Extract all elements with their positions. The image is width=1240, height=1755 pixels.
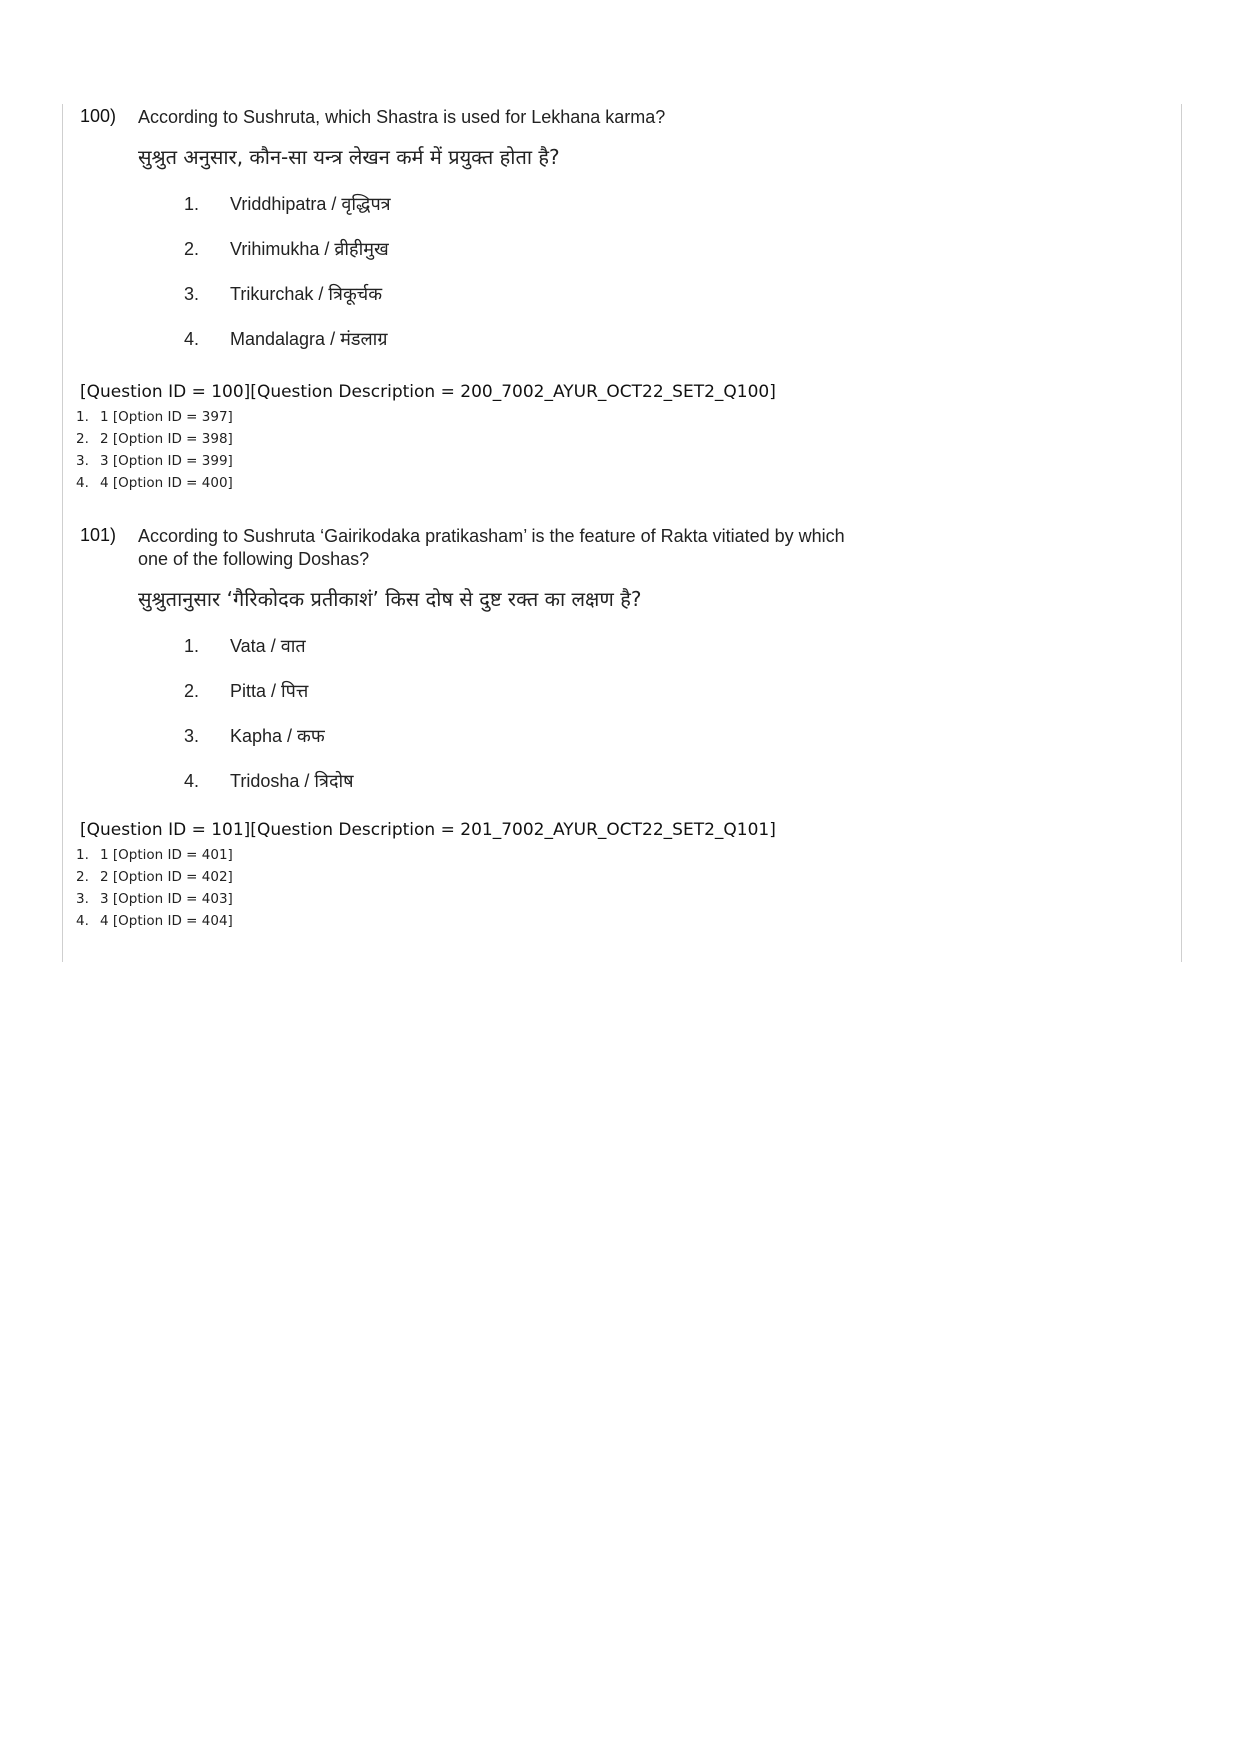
question-id-description: [Question ID = 101][Question Description = 201_7002_AYUR_OCT22_SET2_Q101] xyxy=(80,820,776,840)
option-number: 3. xyxy=(184,726,200,746)
question-number: 101) xyxy=(80,525,117,545)
option-number: 4. xyxy=(184,771,200,791)
answer-option xyxy=(80,669,1170,714)
answer-option xyxy=(80,272,1170,317)
option-id-text: 3 [Option ID = 403] xyxy=(100,891,233,907)
option-number: 4. xyxy=(184,329,200,349)
question-100 xyxy=(80,106,1170,362)
answer-options xyxy=(80,624,1170,804)
option-text: Vata / वात xyxy=(230,636,306,656)
option-id-text: 2 [Option ID = 402] xyxy=(100,869,233,885)
option-id-index: 4. xyxy=(76,913,89,929)
option-id-item xyxy=(76,450,1170,472)
question-text-english: According to Sushruta ‘Gairikodaka pratikasham’ is the feature of Rakta vitiated by which one of the following Doshas? xyxy=(138,526,845,569)
option-id-index: 1. xyxy=(76,847,89,863)
option-id-item xyxy=(76,866,1170,888)
option-id-index: 2. xyxy=(76,431,89,447)
option-id-index: 3. xyxy=(76,891,89,907)
option-text: Trikurchak / त्रिकूर्चक xyxy=(230,284,383,304)
question-number: 100) xyxy=(80,106,117,126)
option-id-item xyxy=(76,406,1170,428)
question-metadata-100 xyxy=(76,380,1170,494)
question-text-hindi: सुश्रुत अनुसार, कौन-सा यन्त्र लेखन कर्म में प्रयुक्त होता है? xyxy=(138,145,560,169)
option-id-text: 4 [Option ID = 404] xyxy=(100,913,233,929)
option-id-index: 3. xyxy=(76,453,89,469)
answer-option xyxy=(80,227,1170,272)
question-metadata-101 xyxy=(76,818,1170,932)
option-text: Kapha / कफ xyxy=(230,726,325,746)
question-text-hindi: सुश्रुतानुसार ‘गैरिकोदक प्रतीकाशं’ किस दोष से दुष्ट रक्त का लक्षण है? xyxy=(138,587,642,611)
answer-option xyxy=(80,317,1170,362)
option-number: 1. xyxy=(184,636,200,656)
option-text: Pitta / पित्त xyxy=(230,681,309,701)
answer-option xyxy=(80,714,1170,759)
option-id-text: 1 [Option ID = 397] xyxy=(100,409,233,425)
answer-options xyxy=(80,182,1170,362)
option-id-item xyxy=(76,888,1170,910)
option-id-text: 1 [Option ID = 401] xyxy=(100,847,233,863)
option-text: Mandalagra / मंडलाग्र xyxy=(230,329,388,349)
option-text: Vriddhipatra / वृद्धिपत्र xyxy=(230,194,391,214)
option-id-list xyxy=(76,406,1170,494)
option-id-index: 2. xyxy=(76,869,89,885)
option-text: Vrihimukha / व्रीहीमुख xyxy=(230,239,389,259)
option-id-text: 3 [Option ID = 399] xyxy=(100,453,233,469)
option-id-item xyxy=(76,428,1170,450)
option-id-index: 1. xyxy=(76,409,89,425)
option-id-text: 4 [Option ID = 400] xyxy=(100,475,233,491)
question-header xyxy=(80,106,1170,129)
question-text-english: According to Sushruta, which Shastra is used for Lekhana karma? xyxy=(138,107,666,127)
option-id-item xyxy=(76,844,1170,866)
option-number: 2. xyxy=(184,681,200,701)
option-id-text: 2 [Option ID = 398] xyxy=(100,431,233,447)
question-101 xyxy=(80,525,1170,804)
option-id-item xyxy=(76,910,1170,932)
option-id-index: 4. xyxy=(76,475,89,491)
option-text: Tridosha / त्रिदोष xyxy=(230,771,354,791)
page-border-right xyxy=(1181,104,1182,962)
answer-option xyxy=(80,624,1170,669)
option-id-list xyxy=(76,844,1170,932)
answer-option xyxy=(80,759,1170,804)
page-border-left xyxy=(62,104,63,962)
option-number: 2. xyxy=(184,239,200,259)
option-number: 3. xyxy=(184,284,200,304)
question-id-description: [Question ID = 100][Question Description = 200_7002_AYUR_OCT22_SET2_Q100] xyxy=(80,382,776,402)
option-number: 1. xyxy=(184,194,200,214)
answer-option xyxy=(80,182,1170,227)
question-header xyxy=(80,525,1170,571)
option-id-item xyxy=(76,472,1170,494)
